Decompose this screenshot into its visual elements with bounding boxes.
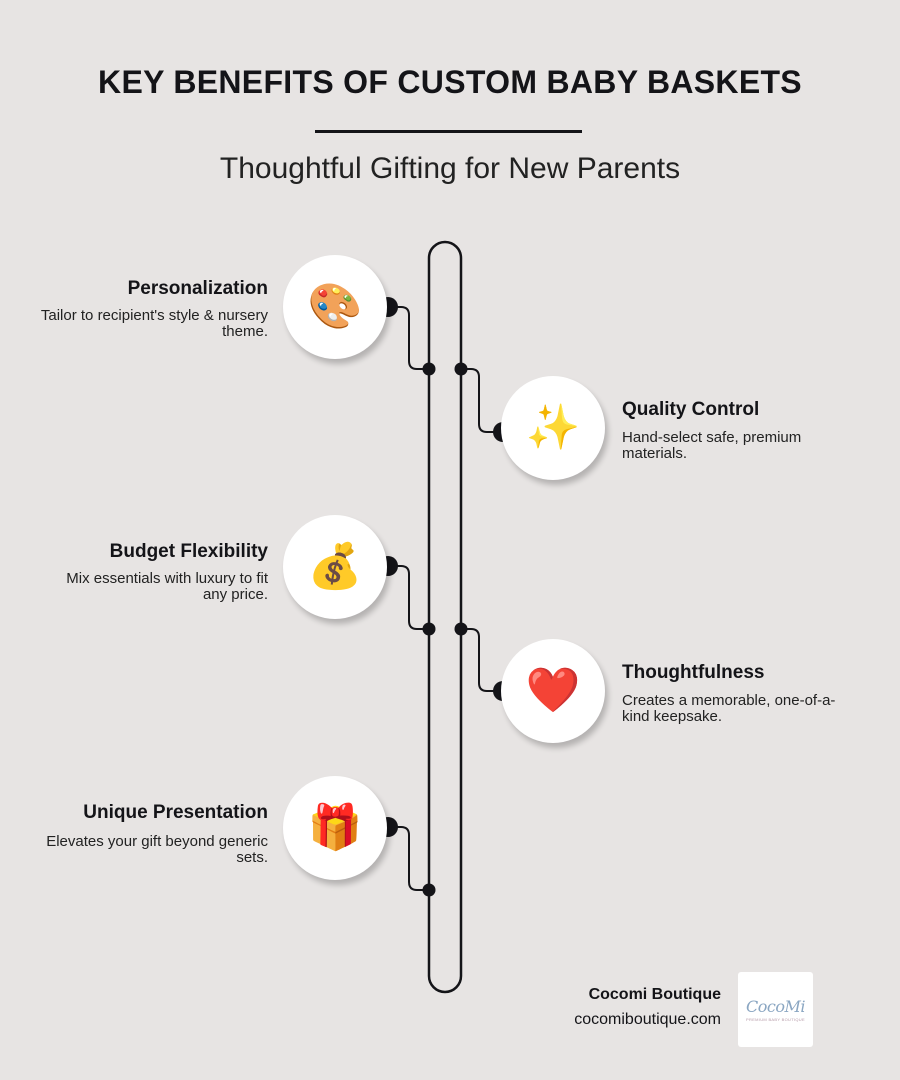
- personalization-icon-circle: [283, 255, 387, 359]
- track-dot-unique-presentation: [423, 884, 436, 897]
- heart-icon: ❤️: [525, 665, 581, 716]
- item-desc-personalization: Tailor to recipient's style & nursery theme.: [40, 307, 268, 340]
- item-title-thoughtfulness: Thoughtfulness: [622, 662, 765, 683]
- connector-quality-control: [461, 369, 503, 432]
- track-dot-budget-flexibility: [423, 623, 436, 636]
- item-title-personalization: Personalization: [127, 278, 268, 299]
- money-bag-icon: 💰: [307, 541, 363, 592]
- item-title-budget-flexibility: Budget Flexibility: [109, 541, 268, 562]
- sparkles-icon: ✨: [525, 402, 581, 453]
- logo-wordmark: CocoMi: [746, 997, 805, 1016]
- connector-thoughtfulness: [461, 629, 503, 691]
- track-dot-quality-control: [455, 363, 468, 376]
- quality-control-icon-circle: [501, 376, 605, 480]
- logo-tagline: PREMIUM BABY BOUTIQUE: [746, 1017, 805, 1022]
- budget-flexibility-icon-circle: [283, 515, 387, 619]
- brand-name: Cocomi Boutique: [588, 986, 721, 1003]
- item-title-quality-control: Quality Control: [622, 399, 760, 420]
- item-title-unique-presentation: Unique Presentation: [83, 802, 268, 823]
- connector-unique-presentation: [388, 827, 429, 890]
- unique-presentation-icon-circle: [283, 776, 387, 880]
- timeline-track: [429, 242, 461, 992]
- track-dot-thoughtfulness: [455, 623, 468, 636]
- item-desc-thoughtfulness: Creates a memorable, one-of-a-kind keepsake.: [622, 692, 836, 725]
- connector-budget-flexibility: [388, 566, 429, 629]
- brand-logo: [738, 972, 813, 1047]
- item-desc-quality-control: Hand-select safe, premium materials.: [622, 429, 802, 462]
- item-desc-budget-flexibility: Mix essentials with luxury to fit any price.: [66, 570, 268, 603]
- page-subtitle: Thoughtful Gifting for New Parents: [219, 152, 681, 185]
- connector-personalization: [388, 307, 429, 369]
- page-title: KEY BENEFITS OF CUSTOM BABY BASKETS: [98, 64, 802, 100]
- track-dot-personalization: [423, 363, 436, 376]
- gift-icon: 🎁: [307, 802, 363, 853]
- thoughtfulness-icon-circle: [501, 639, 605, 743]
- item-desc-unique-presentation: Elevates your gift beyond generic sets.: [46, 833, 268, 866]
- brand-url[interactable]: cocomiboutique.com: [574, 1011, 721, 1028]
- palette-icon: 🎨: [307, 281, 363, 332]
